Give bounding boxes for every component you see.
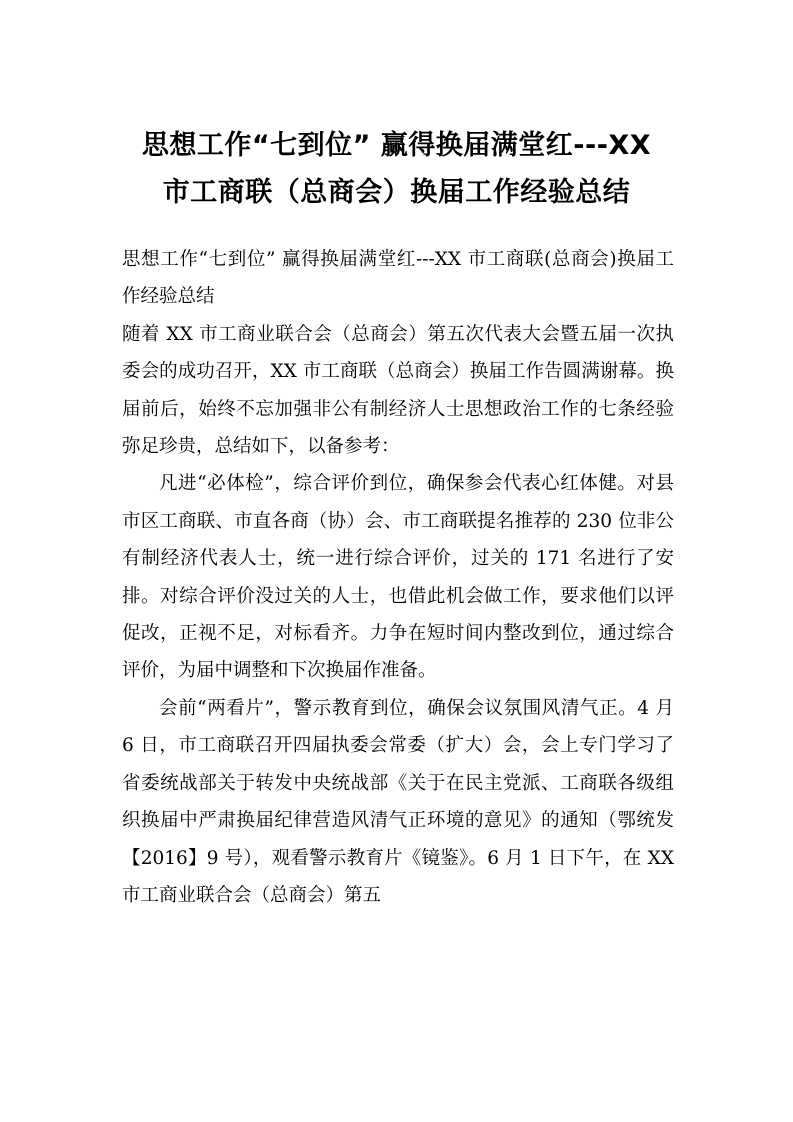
subtitle-paragraph: 思想工作“七到位” 赢得换届满堂红---XX 市工商联(总商会)换届工作经验总结 [122,249,674,308]
document-body [122,241,674,914]
intro-paragraph: 随着 XX 市工商业联合会（总商会）第五次代表大会暨五届一次执委会的成功召开，XX 市工商联（总商会）换届工作告圆满谢幕。换届前后，始终不忘加强非公有制经济人士思想政治工作的七条经验弥足珍贵，总结如下，以备参考： [122,323,674,458]
body-paragraph-2: 会前“两看片”，警示教育到位，确保会议氛围风清气正。4 月 6 日，市工商联召开四届执委会常委（扩大）会，会上专门学习了省委统战部关于转发中央统战部《关于在民主党派、工商联各级组织换届中严肃换届纪律营造风清气正环境的意见》的通知（鄂统发【2016】9 号），观看警示教育片《镜鉴》。6 月 1 日下午，在 XX 市工商业联合会（总商会）第五 [122,697,674,906]
title-line-1: 思想工作“七到位” 赢得换届满堂红---XX [141,130,652,161]
body-paragraph-1: 凡进“必体检”，综合评价到位，确保参会代表心红体健。对县市区工商联、市直各商（协）会、市工商联提名推荐的 230 位非公有制经济代表人士，统一进行综合评价，过关的 171 名进行了安排。对综合评价没过关的人士，也借此机会做工作，要求他们以评促改，正视不足，对标看齐。力争在短时间内整改到位，通过综合评价，为届中调整和下次换届作准备。 [122,473,674,682]
title-line-2: 市工商联（总商会）换届工作经验总结 [162,177,631,208]
document-title [100,122,693,216]
